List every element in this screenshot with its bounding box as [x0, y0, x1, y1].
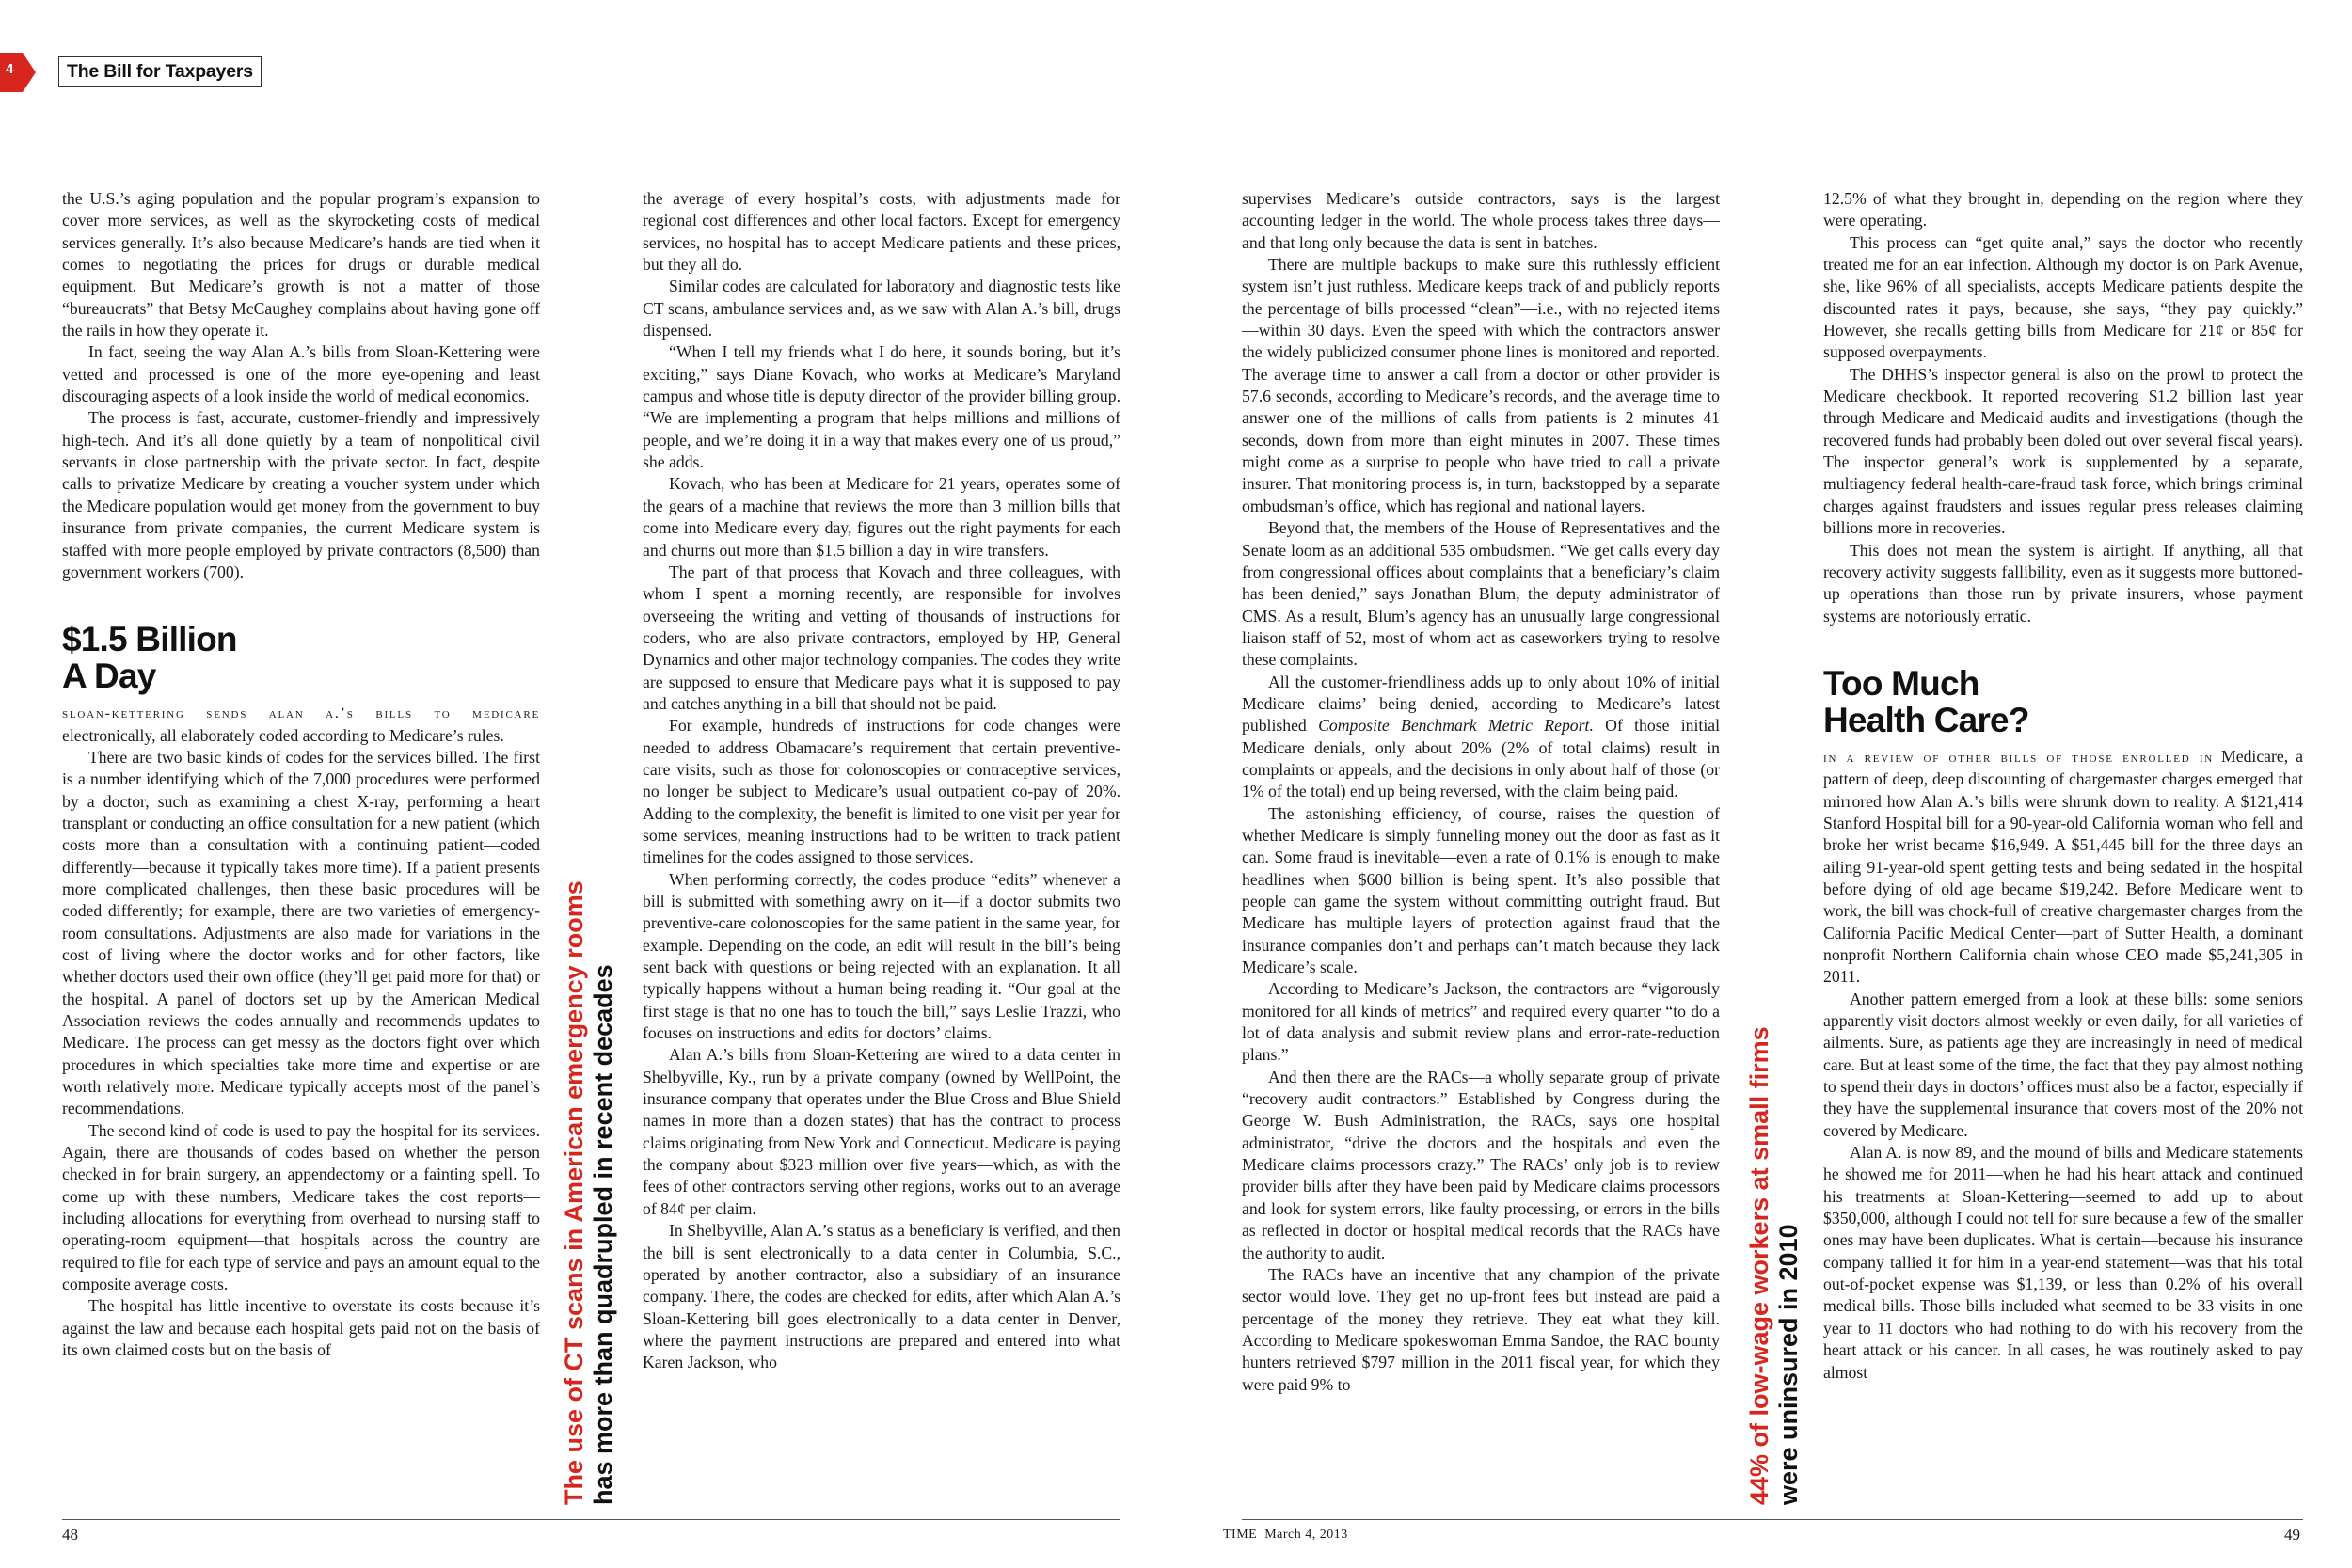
paragraph: Alan A. is now 89, and the mound of bills and Medicare statements he showed me for 2011—when he had his heart attack and continued his treatments at Sloan-Kettering—seemed to add up to about $350,000, although I could not tell for sure because a few of the smaller ones may have been duplicates. What is certain—because his insurance company tallied it for him in a year-end statement—was that his total out-of-pocket expense was $1,139, or less than 0.2% of his overall medical bills. Those bills included what seemed to be 33 visits in one year to 11 doctors who had nothing to do with his recovery from the heart attack or his cancer. In all cases, he was routinely asked to pay almost	[1823, 1143, 2303, 1382]
page-tab-number: 4	[6, 61, 14, 77]
column-3	[1242, 188, 1720, 1396]
paragraph: There are two basic kinds of codes for the services billed. The first is a number identifying which of the 7,000 procedures were performed by a doctor, such as examining a chest X-ray, performing a heart transplant or conducting an office consultation for a new patient (which costs more than a consultation with a continuing patient—coded differently—because it typically takes more time). If a patient presents more complicated challenges, then these basic procedures will be coded differently; for example, there are two varieties of emergency-room consultations. Adjustments are also made for variations in the cost of living where the doctor works and for other factors, like whether doctors used their own office (they’ll get paid more for that) or the hospital. A panel of doctors set up by the American Medical Association reviews the codes annually and recommends updates to Medicare. The process can get messy as the doctors fight over which procedures in which specialties take more time and expertise or are worth relatively more. Medicare typically accepts most of the panel’s recommendations.	[62, 747, 540, 1118]
paragraph: For example, hundreds of instructions for code changes were needed to address Obamacare’s requirement that certain preventive-care visits, such as those for colonoscopies or contraceptive services, no longer be subject to Medicare’s usual outpatient co-pay of 20%. Adding to the complexity, the benefit is limited to one visit per year for some services, meaning instructions had to be written to track patient timelines for the codes assigned to those services.	[643, 716, 1120, 867]
paragraph: The astonishing efficiency, of course, raises the question of whether Medicare is simply funneling money out the door as fast as it can. Some fraud is inevitable—even a rate of 0.1% is enough to make headlines when $600 billion is being spent. It’s also possible that people can game the system without committing outright fraud. But Medicare has multiple layers of protection against fraud that the insurance companies don’t and perhaps can’t match because they lack Medicare’s scale.	[1242, 803, 1720, 977]
paragraph: Kovach, who has been at Medicare for 21 years, operates some of the gears of a machine that reviews the more than 3 million bills that come into Medicare every day, figures out the right payments for each and churns out more than $1.5 billion a day in wire transfers.	[643, 474, 1120, 560]
footer-issue	[1223, 1528, 1348, 1543]
paragraph: Similar codes are calculated for laboratory and diagnostic tests like CT scans, ambulance services and, as we saw with Alan A.’s bill, drugs dispensed.	[643, 277, 1120, 341]
subhead-too-much-health-care	[1823, 665, 2303, 738]
column-4	[1823, 188, 2303, 1384]
paragraph: In fact, seeing the way Alan A.’s bills from Sloan-Kettering were vetted and processed is one of the more eye-opening and least discouraging aspects of a look inside the world of medical economics.	[62, 342, 540, 406]
lead-caps: sloan-kettering sends alan a.’s bills to medicare	[62, 705, 540, 722]
paragraph: Another pattern emerged from a look at these bills: some seniors apparently visit doctors almost weekly or even daily, for all varieties of ailments. Sure, as patients age they are increasingly in need of medical care. But at least some of the time, the fact that they pay almost nothing to spend their days in doctors’ offices must also be a factor, especially if they have the supplemental insurance that covers most of the 20% not covered by Medicare.	[1823, 989, 2303, 1140]
subhead-line: A Day	[62, 657, 156, 696]
paragraph	[1242, 672, 1720, 803]
page-number-right: 49	[2284, 1526, 2300, 1544]
paragraph: This does not mean the system is airtight. If anything, all that recovery activity suggests fallibility, even as it suggests more buttoned-up operations than those run by private insurers, whose payment systems are notoriously erratic.	[1823, 540, 2303, 626]
paragraph: Beyond that, the members of the House of Representatives and the Senate loom as an additional 535 ombudsmen. “We get calls every day from congressional offices about complaints that a beneficiary’s claim has been denied,” says Jonathan Blum, the deputy administrator of CMS. As a result, Blum’s agency has an unusually large congressional liaison staff of 52, most of whom act as caseworkers trying to resolve these complaints.	[1242, 518, 1720, 670]
paragraph: The process is fast, accurate, customer-friendly and impressively high-tech. And it’s all done quietly by a team of nonpolitical civil servants in close partnership with the private sector. In fact, despite calls to privatize Medicare by creating a voucher system under which the Medicare population would get money from the government to buy insurance from private companies, the current Medicare system is staffed with more people employed by private contractors (8,500) than government workers (700).	[62, 408, 540, 581]
issue-date: March 4, 2013	[1264, 1528, 1348, 1542]
lead-rest: electronically, all elaborately coded according to Medicare’s rules.	[62, 725, 504, 745]
pull-quote-line-black: were uninsured in 2010	[1774, 1224, 1803, 1505]
paragraph: Alan A.’s bills from Sloan-Kettering are wired to a data center in Shelbyville, Ky., run by a private company (owned by WellPoint, the insurance company that operates under the Blue Cross and Blue Shield names in more than a dozen states) that has the contract to process claims originating from New York and Connecticut. Medicare is paying the company about $323 million over five years—which, as with the fees of other contractors serving other regions, works out to an average of 84¢ per claim.	[643, 1045, 1120, 1218]
magazine-name: TIME	[1223, 1528, 1258, 1542]
subhead-billion-a-day	[62, 621, 540, 694]
paragraph: 12.5% of what they brought in, depending on the region where they were operating.	[1823, 189, 2303, 230]
pull-quote-ct-scans	[560, 880, 618, 1505]
paragraph: The RACs have an incentive that any champion of the private sector would love. They get no up-front fees but instead are paid a percentage of the money they retrieve. They eat what they kill. According to Medicare spokeswoman Emma Sandoe, the RAC bounty hunters retrieved $797 million in the 2011 fiscal year, for which they were paid 9% to	[1242, 1264, 1720, 1394]
footer-rule-right	[1242, 1519, 2303, 1520]
paragraph: The second kind of code is used to pay the hospital for its services. Again, there are thousands of codes based on whether the person checked in for brain surgery, an appendectomy or a fainting spell. To come up with these numbers, Medicare takes the cost reports—including allocations for everything from overhead to nursing staff to operating-room equipment—that hospitals across the country are required to file for each type of service and pays an amount equal to the composite average costs.	[62, 1120, 540, 1294]
paragraph: And then there are the RACs—a wholly separate group of private “recovery audit contractors.” Established by Congress during the George W. Bush Administration, the RACs, says one hospital administrator, “drive the doctors and the hospitals and even the Medicare claims processors crazy.” The RACs’ only job is to review provider bills after they have been paid by Medicare claims processors and look for system errors, like faulty processing, or errors in the bills as reflected in doctor or hospital medical records that the RACs have the authority to audit.	[1242, 1067, 1720, 1262]
subhead-line: Too Much	[1823, 663, 1979, 703]
paragraph: supervises Medicare’s outside contractors, says is the largest accounting ledger in the world. The whole process takes three days—and that long only because the data is sent in batches.	[1242, 189, 1720, 252]
page-number-left: 48	[62, 1526, 78, 1544]
paragraph: The DHHS’s inspector general is also on the prowl to protect the Medicare checkbook. It reported recovering $1.2 billion last year through Medicare and Medicaid audits and investigations (though the recovered funds had probably been doled out over several fiscal years). The inspector general’s work is supplemented by a separate, multiagency federal health-care-fraud task force, which brings criminal charges against fraudsters and issues regular press releases claiming billions more in recoveries.	[1823, 364, 2303, 538]
paragraph: The hospital has little incentive to overstate its costs because it’s against the law and because each hospital gets paid not on the basis of its own claimed costs but on the basis of	[62, 1296, 540, 1360]
paragraph: When performing correctly, the codes produce “edits” whenever a bill is submitted with something awry on it—if a doctor submits two preventive-care colonoscopies for the same patient in the same year, for example. Depending on the code, an edit will result in the bill’s being sent back with questions or being rejected with an explanation. It all typically happens without a human being reading it. “Our goal at the first stage is that no one has to touch the bill,” says Leslie Trazzi, who focuses on instructions and edits for doctors’ claims.	[643, 869, 1120, 1043]
paragraph: According to Medicare’s Jackson, the contractors are “vigorously monitored for all kinds of metrics” and required every quarter “to do a lot of data analysis and submit review plans and error-rate-reduction plans.”	[1242, 979, 1720, 1065]
subhead-line: $1.5 Billion	[62, 620, 237, 659]
column-1	[62, 188, 540, 1362]
section-label: The Bill for Taxpayers	[58, 56, 262, 87]
report-title: Composite Benchmark Metric Report.	[1318, 716, 1594, 736]
pull-quote-low-wage	[1745, 1026, 1804, 1505]
lead-paragraph	[62, 702, 540, 747]
pull-quote-line-black: has more than quadrupled in recent decades	[589, 964, 617, 1505]
paragraph: The part of that process that Kovach and three colleagues, with whom I spent a morning recently, are responsible for involves overseeing the writing and vetting of thousands of instructions for coders, who are also private contractors, employed by HP, General Dynamics and other major technology companies. The codes they write are supposed to ensure that Medicare pays what it is supposed to pay and catches anything in a bill that should not be paid.	[643, 562, 1120, 713]
pull-quote-line-red: The use of CT scans in American emergency rooms	[560, 880, 588, 1505]
subhead-line: Health Care?	[1823, 700, 2029, 739]
lead-rest: Medicare, a pattern of deep, deep discounting of chargemaster charges emerged that mirrored how Alan A.’s bills were shrunk down to reality. A $121,414 Stanford Hospital bill for a 90-year-old California woman who fell and broke her wrist became $16,949. A $51,445 bill for the three days an ailing 91-year-old spent getting tests and being sedated in the hospital before dying of old age became $19,242. Before Medicare went to work, the bill was chock-full of creative chargemaster charges from the California Pacific Medical Center—part of Sutter Health, a dominant nonprofit Northern California chain whose CEO made $5,241,305 in 2011.	[1823, 746, 2303, 987]
pull-quote-line-red: 44% of low-wage workers at small firms	[1745, 1026, 1773, 1505]
text-run: All the customer-friendliness adds up to only about 10% of initial Medicare claims’ being denied, according to Medicare’s latest published	[1242, 672, 1720, 736]
paragraph: This process can “get quite anal,” says the doctor who recently treated me for an ear infection. Although my doctor is on Park Avenue, she, like 96% of all specialists, accepts Medicare patients despite the discounted rates it pays, because, she says, “they pay quickly.” However, she recalls getting bills from Medicare for 21¢ or 85¢ for supposed overpayments.	[1823, 232, 2303, 362]
footer-rule-left	[62, 1519, 1120, 1520]
paragraph: There are multiple backups to make sure this ruthlessly efficient system isn’t just ruthless. Medicare keeps track of and publicly reports the percentage of bills processed “clean”—i.e., with no rejected items—within 30 days. Even the speed with which the contractors answer the widely publicized consumer phone lines is monitored and reported. The average time to answer a call from a doctor or other provider is 57.6 seconds, according to Medicare’s records, and the average time to answer one of the millions of calls from patients is 2 minutes 41 seconds, down from more than eight minutes in 2007. These times might come as a surprise to people who have tried to call a private insurer. That monitoring process is, in turn, backstopped by a separate ombudsman’s office, which has regional and national layers.	[1242, 255, 1720, 515]
column-2	[643, 188, 1120, 1374]
lead-paragraph	[1823, 746, 2303, 989]
lead-caps: in a review of other bills of those enrolled in	[1823, 749, 2215, 766]
paragraph: In Shelbyville, Alan A.’s status as a beneficiary is verified, and then the bill is sent electronically to a data center in Columbia, S.C., operated by another contractor, also a subsidiary of an insurance company. There, the codes are checked for edits, after which Alan A.’s Sloan-Kettering bill goes electronically to a data center in Denver, where the payment instructions are prepared and entered into what Karen Jackson, who	[643, 1221, 1120, 1372]
paragraph: the average of every hospital’s costs, with adjustments made for regional cost differences and other local factors. Except for emergency services, no hospital has to accept Medicare patients and these prices, but they all do.	[643, 189, 1120, 275]
text-run: Of those initial Medicare denials, only about 20% (2% of total claims) result in complaints or appeals, and the decisions in only about half of those (or 1% of the total) end up being reversed, with the claim being paid.	[1242, 716, 1721, 801]
paragraph: “When I tell my friends what I do here, it sounds boring, but it’s exciting,” says Diane Kovach, who works at Medicare’s Maryland campus and whose title is deputy director of the provider billing group. “We are implementing a program that helps millions and millions of people, and we’re doing it in a way that makes every one of us proud,” she adds.	[643, 342, 1120, 472]
paragraph: the U.S.’s aging population and the popular program’s expansion to cover more services, as well as the skyrocketing costs of medical services generally. It’s also because Medicare’s hands are tied when it comes to negotiating the prices for drugs or durable medical equipment. But Medicare’s growth is not a matter of those “bureaucrats” that Betsy McCaughey complains about having gone off the rails in how they operate it.	[62, 189, 540, 341]
